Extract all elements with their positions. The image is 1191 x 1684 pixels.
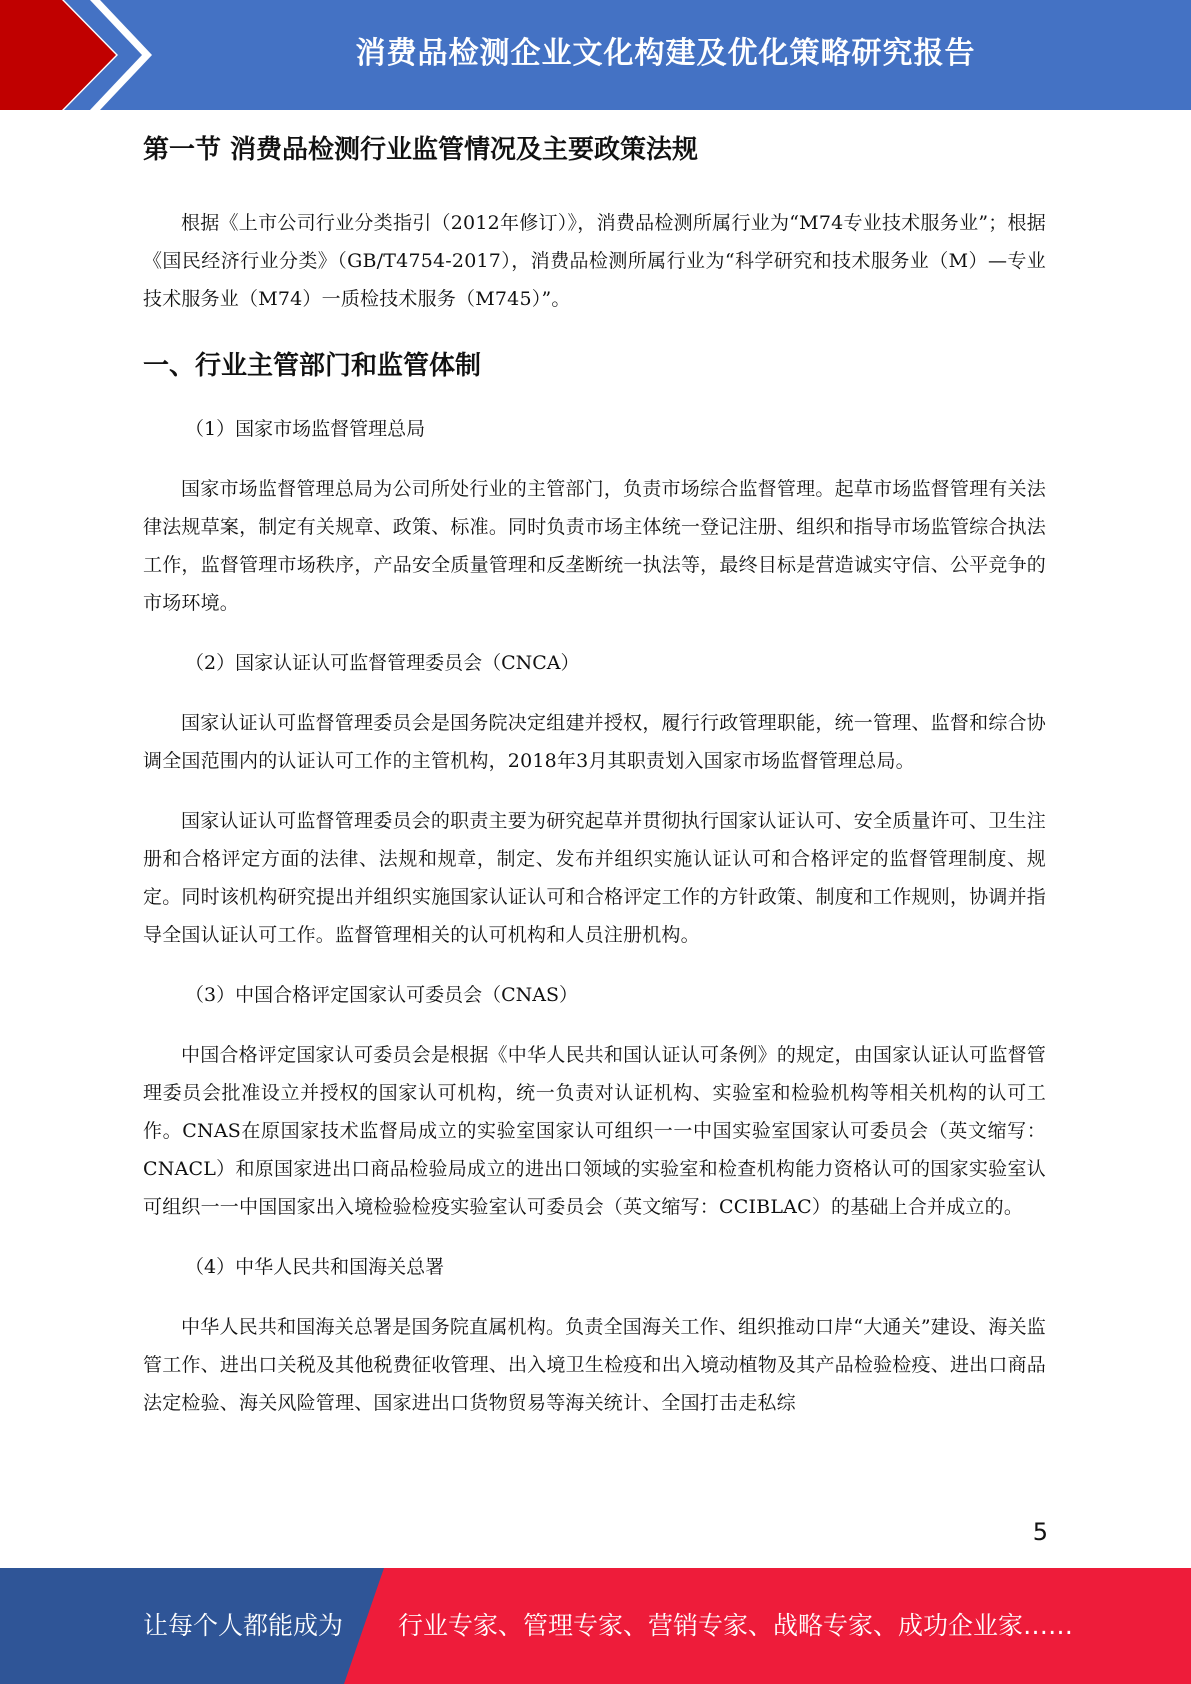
item-paragraph: 中国合格评定国家认可委员会是根据《中华人民共和国认证认可条例》的规定，由国家认证认可监督管理委员会批准设立并授权的国家认可机构，统一负责对认证机构、实验室和检验机构等相关机构的认可工作。CNAS在原国家技术监督局成立的实验室国家认可组织一一中国实验室国家认可委员会（英文缩写：CNACL）和原国家进出口商品检验局成立的进出口领域的实验室和检查机构能力资格认可的国家实验室认可组织一一中国国家出入境检验检疫实验室认可委员会（英文缩写：CCIBLAC）的基础上合并成立的。 — [143, 1044, 1046, 1218]
chapter-title: 一、行业主管部门和监管体制 — [143, 351, 482, 381]
document-body — [143, 128, 1046, 1422]
page-footer — [0, 1568, 1191, 1684]
report-title: 消费品检测企业文化构建及优化策略研究报告 — [355, 36, 976, 71]
footer-slogan-left: 让每个人都能成为 — [143, 1611, 344, 1640]
page-header — [0, 0, 1191, 110]
item-heading: （4）中华人民共和国海关总署 — [185, 1256, 445, 1278]
item-paragraph: 国家认证认可监督管理委员会的职责主要为研究起草并贯彻执行国家认证认可、安全质量许可、卫生注册和合格评定方面的法律、法规和规章，制定、发布并组织实施认证认可和合格评定的监督管理制度、规定。同时该机构研究提出并组织实施国家认证认可和合格评定工作的方针政策、制度和工作规则，协调并指导全国认证认可工作。监督管理相关的认可机构和人员注册机构。 — [143, 810, 1046, 946]
header-arrow-decoration — [0, 0, 160, 110]
item-paragraph: 国家认证认可监督管理委员会是国务院决定组建并授权，履行行政管理职能，统一管理、监督和综合协调全国范围内的认证认可工作的主管机构，2018年3月其职责划入国家市场监督管理总局。 — [143, 712, 1046, 772]
section-intro-paragraph: 根据《上市公司行业分类指引（2012年修订）》，消费品检测所属行业为“M74专业技术服务业”；根据《国民经济行业分类》（GB/T4754-2017），消费品检测所属行业为“科学研究和技术服务业（M）—专业技术服务业（M74）一质检技术服务（M745）”。 — [143, 212, 1046, 310]
item-paragraph: 中华人民共和国海关总署是国务院直属机构。负责全国海关工作、组织推动口岸“大通关”建设、海关监管工作、进出口关税及其他税费征收管理、出入境卫生检疫和出入境动植物及其产品检验检疫、进出口商品法定检验、海关风险管理、国家进出口货物贸易等海关统计、全国打击走私综 — [143, 1316, 1046, 1414]
page-number: 5 — [1032, 1518, 1048, 1546]
footer-slogan-right: 行业专家、管理专家、营销专家、战略专家、成功企业家…… — [398, 1611, 1074, 1640]
item-heading: （2）国家认证认可监督管理委员会（CNCA） — [185, 652, 580, 674]
item-heading: （1）国家市场监督管理总局 — [185, 418, 426, 440]
section-title: 第一节 消费品检测行业监管情况及主要政策法规 — [143, 135, 699, 165]
item-paragraph: 国家市场监督管理总局为公司所处行业的主管部门，负责市场综合监督管理。起草市场监督管理有关法律法规草案，制定有关规章、政策、标准。同时负责市场主体统一登记注册、组织和指导市场监管综合执法工作，监督管理市场秩序，产品安全质量管理和反垄断统一执法等，最终目标是营造诚实守信、公平竞争的市场环境。 — [143, 478, 1046, 614]
item-heading: （3）中国合格评定国家认可委员会（CNAS） — [185, 984, 578, 1006]
